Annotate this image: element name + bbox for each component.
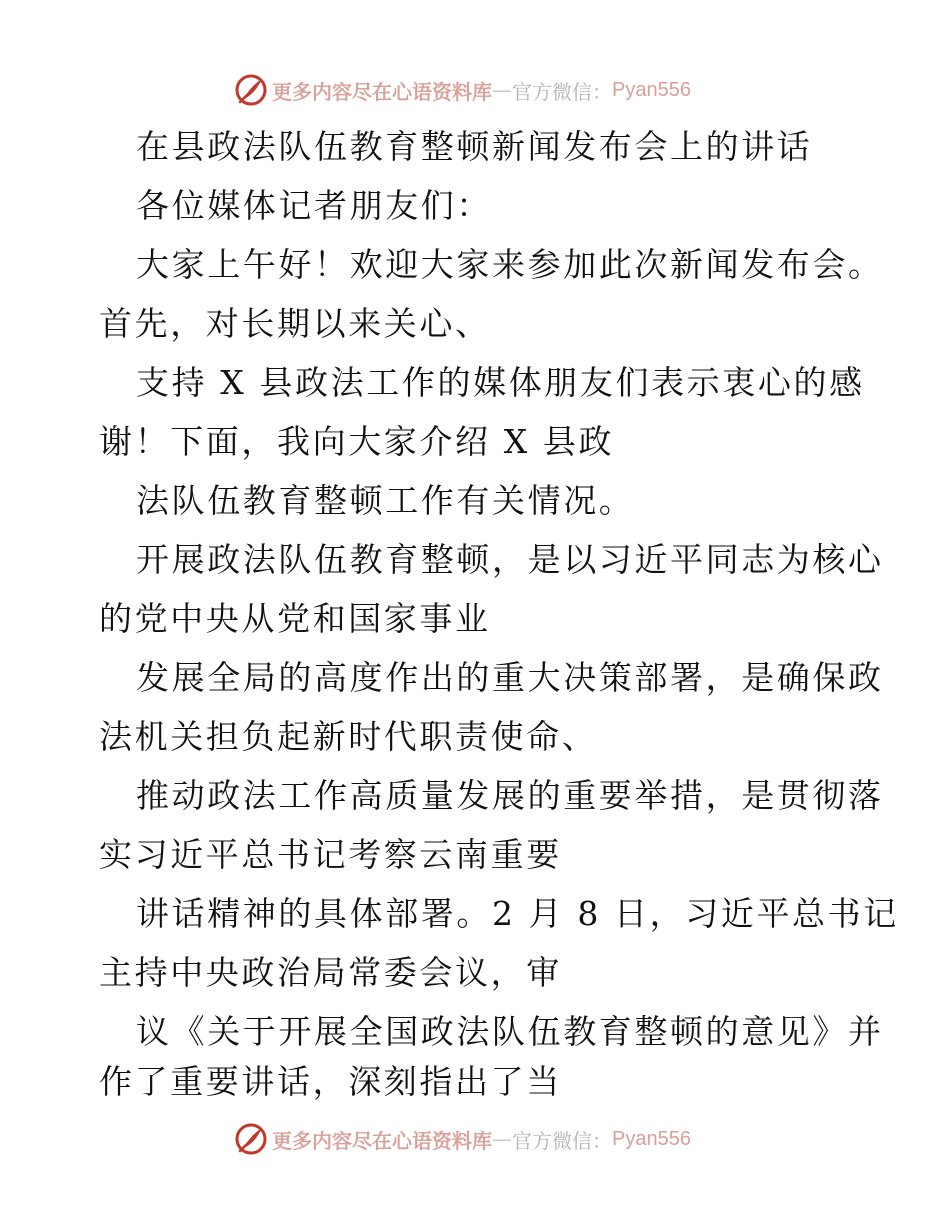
document-title: 在县政法队伍教育整顿新闻发布会上的讲话 — [136, 127, 813, 166]
text-line: 推动政法工作高质量发展的重要举措，是贯彻落 — [136, 776, 884, 815]
watermark-account: Pyan556 — [612, 78, 691, 101]
watermark-dash: — — [492, 78, 512, 102]
text-line: 法队伍教育整顿工作有关情况。 — [136, 481, 635, 520]
text-line: 议《关于开展全国政法队伍教育整顿的意见》并 — [136, 1012, 884, 1051]
watermark-account: Pyan556 — [612, 1127, 691, 1150]
text-line: 发展全局的高度作出的重大决策部署，是确保政 — [136, 658, 884, 697]
text-line: 主持中央政治局常委会议，审 — [99, 953, 562, 992]
text-line: 大家上午好！欢迎大家来参加此次新闻发布会。 — [136, 245, 884, 284]
watermark-label: 官方微信： — [512, 79, 612, 104]
text-line: 讲话精神的具体部署。2 月 8 日，习近平总书记 — [136, 894, 899, 933]
text-line: 法机关担负起新时代职责使命、 — [99, 717, 598, 756]
salutation: 各位媒体记者朋友们： — [136, 186, 492, 225]
quill-logo-icon — [234, 1122, 268, 1156]
text-line: 实习近平总书记考察云南重要 — [99, 835, 562, 874]
watermark-slogan: 更多内容尽在心语资料库 — [272, 1128, 492, 1153]
footer-watermark — [234, 1122, 691, 1156]
watermark-slogan: 更多内容尽在心语资料库 — [272, 79, 492, 104]
text-line: 开展政法队伍教育整顿，是以习近平同志为核心 — [136, 540, 884, 579]
text-line: 首先，对长期以来关心、 — [99, 304, 491, 343]
text-line: 支持 X 县政法工作的媒体朋友们表示衷心的感 — [136, 363, 865, 402]
text-line: 的党中央从党和国家事业 — [99, 599, 491, 638]
watermark-label: 官方微信： — [512, 1128, 612, 1153]
text-line: 谢！下面，我向大家介绍 X 县政 — [99, 422, 615, 461]
watermark-dash: — — [492, 1127, 512, 1151]
text-line: 作了重要讲话，深刻指出了当 — [99, 1062, 562, 1101]
